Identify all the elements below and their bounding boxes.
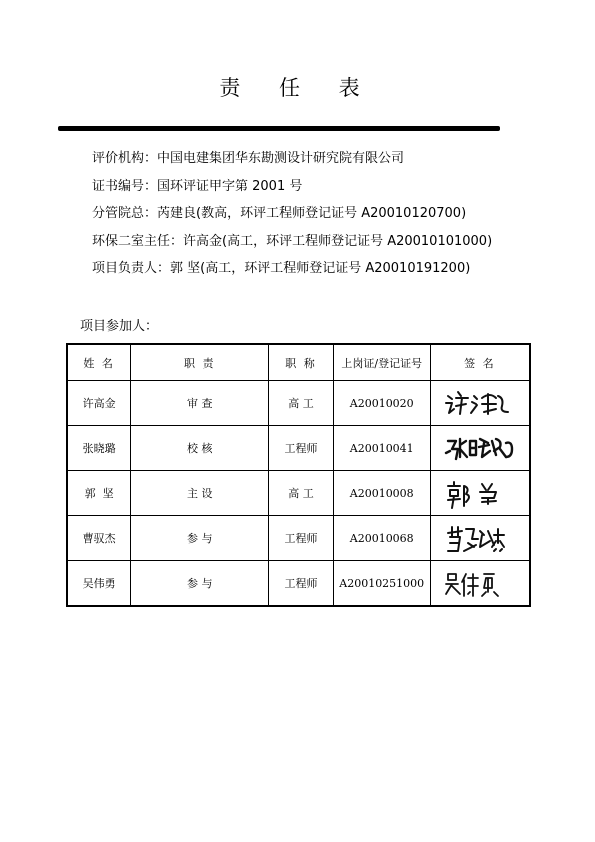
cell-title: 高 工 [269, 381, 334, 426]
header-title: 职 称 [269, 344, 334, 381]
cell-role: 审 查 [131, 381, 269, 426]
cell-name: 吴伟勇 [67, 561, 131, 607]
staff-table [66, 343, 531, 607]
header-signature: 签 名 [430, 344, 530, 381]
page-title: 责 任 表 [219, 76, 376, 100]
cell-name: 曹驭杰 [67, 516, 131, 561]
cell-name: 郭 坚 [67, 471, 131, 516]
table-row [67, 426, 530, 471]
handwritten-signature-image [442, 566, 518, 600]
cell-role: 校 核 [131, 426, 269, 471]
signature-xu-gaojin [430, 381, 530, 426]
cell-title: 工程师 [269, 426, 334, 471]
table-row [67, 471, 530, 516]
header-cert: 上岗证/登记证号 [333, 344, 430, 381]
cell-cert: A20010008 [333, 471, 430, 516]
handwritten-signature-image [442, 431, 518, 465]
participants-label: 项目参加人： [80, 319, 159, 334]
handwritten-signature-image [442, 386, 518, 420]
cell-cert: A20010020 [333, 381, 430, 426]
table-row [67, 381, 530, 426]
handwritten-signature-image [442, 476, 518, 510]
cell-role: 参 与 [131, 516, 269, 561]
cell-cert: A20010068 [333, 516, 430, 561]
supervising-director: 分管院总：芮建良(教高，环评工程师登记证号 A20010120700) [92, 206, 467, 221]
certificate-number: 证书编号：国环评证甲字第 2001 号 [92, 178, 303, 194]
cell-cert: A20010251000 [333, 561, 430, 607]
table-row [67, 516, 530, 561]
table-header-row [67, 344, 530, 381]
table-row [67, 561, 530, 607]
signature-guo-jian [430, 471, 530, 516]
department-director: 环保二室主任：许高金(高工，环评工程师登记证号 A20010101000) [92, 233, 493, 249]
organization-info [92, 150, 492, 288]
cell-title: 工程师 [269, 516, 334, 561]
signature-wu-weiyong [430, 561, 530, 607]
cell-title: 高 工 [269, 471, 334, 516]
signature-cao-yujie [430, 516, 530, 561]
cell-cert: A20010041 [333, 426, 430, 471]
cell-role: 参 与 [131, 561, 269, 607]
signature-zhang-xiaolu [430, 426, 530, 471]
header-name: 姓 名 [67, 344, 131, 381]
title-divider [58, 126, 500, 131]
handwritten-signature-image [442, 521, 518, 555]
header-role: 职 责 [131, 344, 269, 381]
evaluation-agency: 评价机构：中国电建集团华东勘测设计研究院有限公司 [92, 151, 405, 166]
cell-name: 许高金 [67, 381, 131, 426]
cell-name: 张晓璐 [67, 426, 131, 471]
cell-title: 工程师 [269, 561, 334, 607]
project-leader: 项目负责人：郭 坚(高工，环评工程师登记证号 A20010191200) [92, 261, 471, 276]
cell-role: 主 设 [131, 471, 269, 516]
